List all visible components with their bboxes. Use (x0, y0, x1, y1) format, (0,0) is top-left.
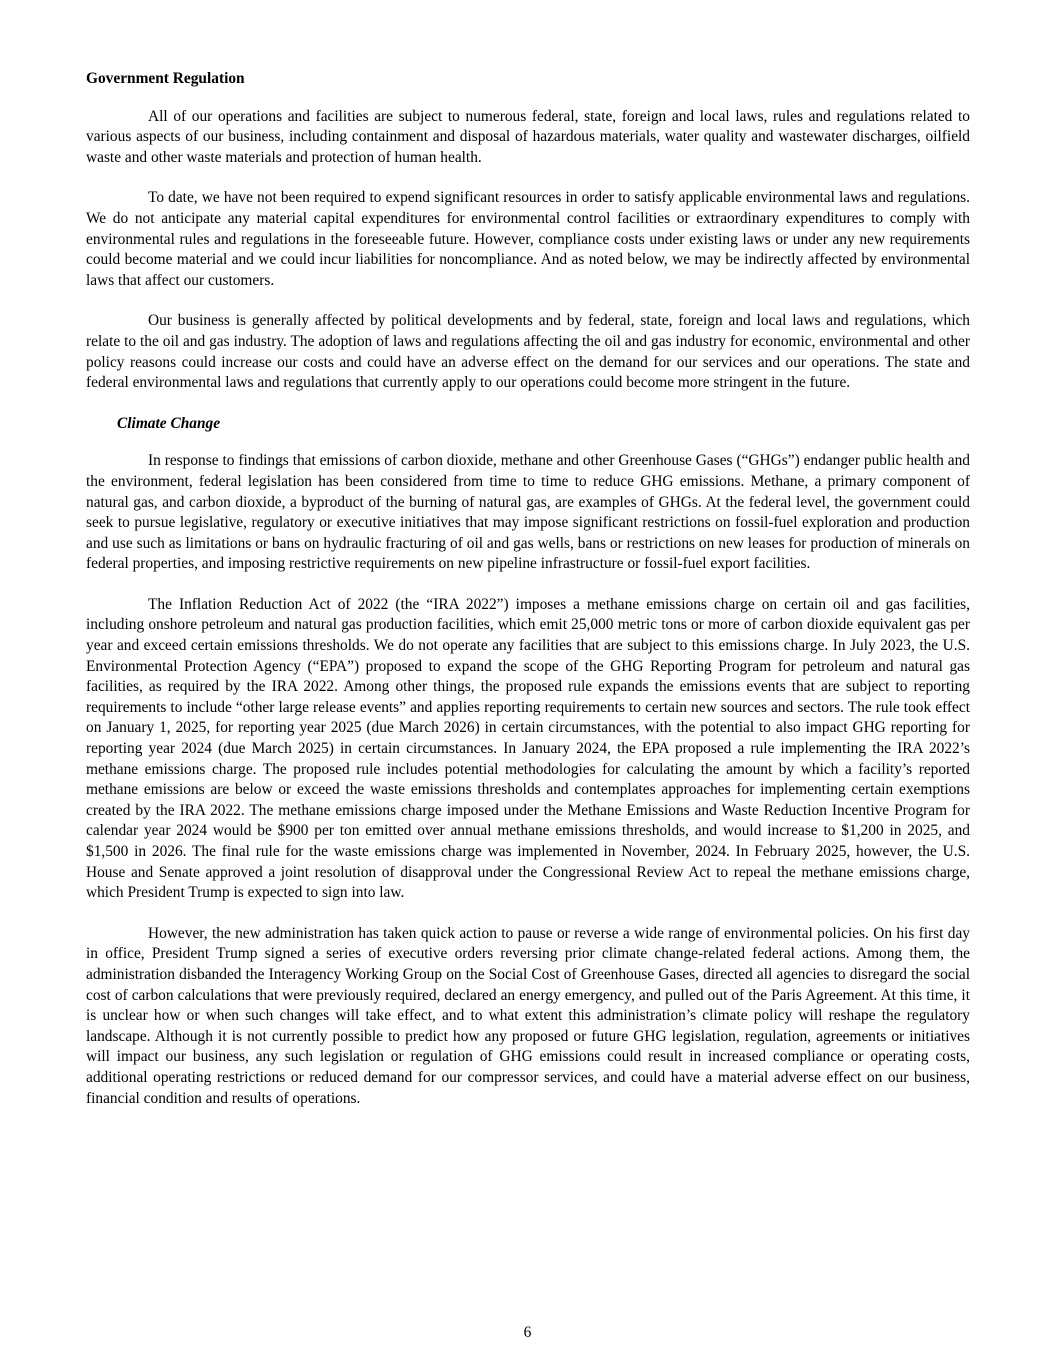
paragraph-inflation-reduction-act: The Inflation Reduction Act of 2022 (the “IRA 2022”) imposes a methane emissions charge on certain oil and gas facilities, including onshore petroleum and natural gas production facilities, which emit 25,000 metric tons or more of carbon dioxide equivalent gas per year and exceed certain emissions thresholds. We do not operate any facilities that are subject to this emissions charge. In July 2023, the U.S. Environmental Protection Agency (“EPA”) proposed to expand the scope of the GHG Reporting Program for petroleum and natural gas facilities, as required by the IRA 2022. Among other things, the proposed rule expands the emissions events that are subject to reporting requirements to include “other large release events” and applies reporting requirements to certain new sources and sectors. The rule took effect on January 1, 2025, for reporting year 2025 (due March 2026) in certain circumstances, with the potential to also impact GHG reporting for reporting year 2024 (due March 2025) in certain circumstances. In January 2024, the EPA proposed a rule implementing the IRA 2022’s methane emissions charge. The proposed rule includes potential methodologies for calculating the amount by which a facility’s reported methane emissions are below or exceed the waste emissions thresholds and contemplates approaches for implementing certain exemptions created by the IRA 2022. The methane emissions charge imposed under the Methane Emissions and Waste Reduction Incentive Program for calendar year 2024 would be $900 per ton emitted over annual methane emissions thresholds, and would increase to $1,200 in 2025, and $1,500 in 2026. The final rule for the waste emissions charge was implemented in November, 2024. In February 2025, however, the U.S. House and Senate approved a joint resolution of disapproval under the Congressional Review Act to repeal the methane emissions charge, which President Trump is expected to sign into law. (86, 595, 970, 902)
paragraph-political-developments: Our business is generally affected by political developments and by federal, state, foreign and local laws and regulations, which relate to the oil and gas industry. The adoption of laws and regulations affecting the oil and gas industry for economic, environmental and other policy reasons could increase our costs and could have an adverse effect on the demand for our services and our operations. The state and federal environmental laws and regulations that currently apply to our operations could become more stringent in the future. (86, 312, 970, 392)
paragraph-operations-subject-to-laws: All of our operations and facilities are subject to numerous federal, state, foreign and local laws, rules and regulations related to various aspects of our business, including containment and disposal of hazardous materials, water quality and wastewater discharges, oilfield waste and other waste materials and protection of human health. (86, 107, 970, 166)
paragraph-environmental-compliance-costs: To date, we have not been required to expend significant resources in order to satisfy applicable environmental laws and regulations. We do not anticipate any material capital expenditures for environmental control facilities or extraordinary expenditures to comply with environmental rules and regulations in the foreseeable future. However, compliance costs under existing laws or under any new requirements could become material and we could incur liabilities for noncompliance. And as noted below, we may be indirectly affected by environmental laws that affect our customers. (86, 189, 970, 289)
document-page (86, 69, 970, 1129)
paragraph-new-administration-policy: However, the new administration has taken quick action to pause or reverse a wide range of environmental policies. On his first day in office, President Trump signed a series of executive orders reversing prior climate change-related federal actions. Among them, the administration disbanded the Interagency Working Group on the Social Cost of Greenhouse Gases, directed all agencies to disregard the social cost of carbon calculations that were previously required, declared an energy emergency, and pulled out of the Paris Agreement. At this time, it is unclear how or when such changes will take effect, and to what extent this administration’s climate policy will reshape the regulatory landscape. Although it is not currently possible to predict how any proposed or future GHG legislation, regulation, agreements or initiatives will impact our business, any such legislation or regulation of GHG emissions could result in increased compliance or operating costs, additional operating restrictions or reduced demand for our compressor services, and could have a material adverse effect on our business, financial condition and results of operations. (86, 924, 970, 1107)
page-number: 6 (523, 1324, 532, 1341)
paragraph-ghg-emissions: In response to findings that emissions of carbon dioxide, methane and other Greenhouse Gases (“GHGs”) endanger public health and the environment, federal legislation has been considered from time to time to reduce GHG emissions. Methane, a primary component of natural gas, and carbon dioxide, a byproduct of the burning of natural gas, are examples of GHGs. At the federal level, the government could seek to pursue legislative, regulatory or executive initiatives that may impose significant restrictions on fossil-fuel exploration and production and use such as limitations or bans on hydraulic fracturing of oil and gas wells, bans or restrictions on new leases for production of minerals on federal properties, and imposing restrictive requirements on new pipeline infrastructure or fossil-fuel export facilities. (86, 452, 970, 573)
subsection-heading-climate-change: Climate Change (117, 414, 221, 432)
section-heading-government-regulation: Government Regulation (86, 70, 245, 87)
